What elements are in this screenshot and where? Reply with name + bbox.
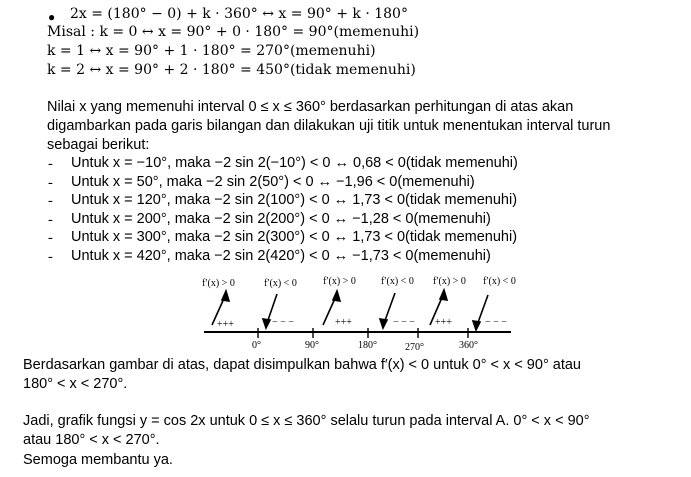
derivative-label: f′(x) > 0: [323, 276, 356, 287]
tick-label: 180°: [358, 340, 377, 351]
tick-label: 270°: [405, 342, 424, 353]
list-dash: -: [48, 249, 53, 265]
list-dash: -: [48, 212, 53, 228]
tick-label: 90°: [305, 340, 319, 351]
paragraph-line-1: Nilai x yang memenuhi interval 0 ≤ x ≤ 360° berdasarkan perhitungan di atas akan: [47, 99, 574, 115]
sign-marker: − − −: [485, 317, 507, 328]
paragraph-line-3: sebagai berikut:: [47, 137, 150, 153]
arrowhead-icon: [440, 290, 447, 300]
paragraph-line-2: digambarkan pada garis bilangan dan dilakukan uji titik untuk menentukan interval turun: [47, 118, 611, 134]
list-dash: -: [48, 230, 53, 246]
sign-marker: +++: [335, 317, 352, 328]
bullet-point: ●: [48, 10, 56, 24]
tick-label: 360°: [459, 340, 478, 351]
equation-k0: Misal : k = 0 ↔ x = 90° + 0 · 180° = 90°(memenuhi): [47, 24, 420, 40]
list-dash: -: [48, 193, 53, 209]
test-item: Untuk x = 200°, maka −2 sin 2(200°) < 0 ↔ −1,28 < 0(memenuhi): [71, 211, 491, 227]
derivative-label: f′(x) > 0: [433, 276, 466, 287]
arrowhead-icon: [473, 321, 480, 330]
test-item: Untuk x = 120°, maka −2 sin 2(100°) < 0 ↔ 1,73 < 0(tidak memenuhi): [71, 192, 518, 208]
test-item: Untuk x = 50°, maka −2 sin 2(50°) < 0 ↔ −1,96 < 0(memenuhi): [71, 174, 475, 190]
arrowhead-icon: [380, 319, 387, 328]
derivative-label: f′(x) < 0: [381, 276, 414, 287]
list-dash: -: [48, 175, 53, 191]
sign-marker: − − −: [272, 317, 294, 328]
derivative-label: f′(x) < 0: [483, 276, 516, 287]
equation-k1: k = 1 ↔ x = 90° + 1 · 180° = 270°(memenuhi): [47, 43, 376, 59]
test-item: Untuk x = 420°, maka −2 sin 2(420°) < 0 ↔ −1,73 < 0(memenuhi): [71, 248, 491, 264]
test-item: Untuk x = −10°, maka −2 sin 2(−10°) < 0 ↔ 0,68 < 0(tidak memenuhi): [71, 155, 518, 171]
sign-marker: − − −: [393, 317, 415, 328]
tick-label: 0°: [252, 340, 261, 351]
arrowhead-icon: [333, 291, 340, 301]
equation-k2: k = 2 ↔ x = 90° + 2 · 180° = 450°(tidak memenuhi): [47, 62, 416, 78]
final-line-2: atau 180° < x < 270°.: [23, 432, 160, 448]
derivative-label: f′(x) < 0: [264, 278, 297, 289]
closing-line: Semoga membantu ya.: [23, 452, 173, 468]
list-dash: -: [48, 156, 53, 172]
sign-marker: +++: [435, 317, 452, 328]
conclusion-line-2: 180° < x < 270°.: [23, 376, 128, 392]
derivative-label: f′(x) > 0: [202, 278, 235, 289]
conclusion-line-1: Berdasarkan gambar di atas, dapat disimpulkan bahwa f′(x) < 0 untuk 0° < x < 90° atau: [23, 357, 581, 373]
equation-general: 2x = (180° − 0) + k · 360° ↔ x = 90° + k · 180°: [70, 6, 408, 22]
sign-marker: +++: [217, 319, 234, 330]
test-item: Untuk x = 300°, maka −2 sin 2(300°) < 0 ↔ 1,73 < 0(tidak memenuhi): [71, 229, 518, 245]
arrowhead-icon: [222, 291, 229, 301]
final-line-1: Jadi, grafik fungsi y = cos 2x untuk 0 ≤ x ≤ 360° selalu turun pada interval A. 0° < x < 90°: [23, 413, 590, 429]
arrowhead-icon: [263, 319, 270, 328]
